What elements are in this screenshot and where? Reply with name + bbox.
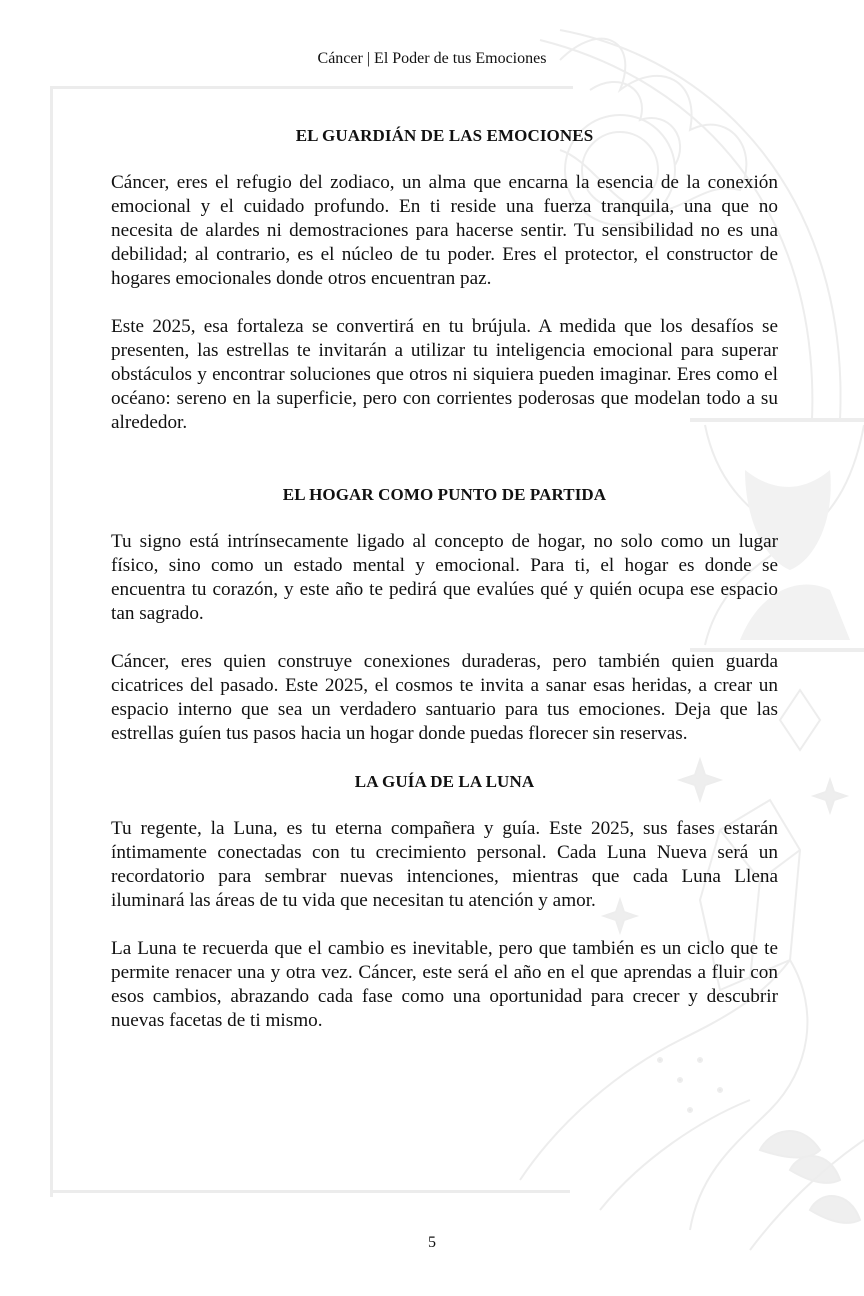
paragraph-hogar-1: Tu signo está intrínsecamente ligado al concepto de hogar, no solo como un lugar físico, sino como un estado mental y emocional. Para ti, el hogar es donde se encuentra tu corazón, y este año te pedirá que evalúes qué y quién ocupa ese espacio tan sagrado. (111, 531, 778, 624)
section-heading-luna: LA GUÍA DE LA LUNA (354, 772, 535, 791)
paragraph-luna-1: Tu regente, la Luna, es tu eterna compañera y guía. Este 2025, sus fases estarán íntimamente conectadas con tu crecimiento personal. Cada Luna Nueva será un recordatorio para sembrar nuevas intenciones, mientras que cada Luna Llena iluminará las áreas de tu vida que necesitan tu atención y amor. (111, 818, 778, 911)
paragraph-luna-2: La Luna te recuerda que el cambio es inevitable, pero que también es un ciclo que te permite renacer una y otra vez. Cáncer, este será el año en el que aprendas a fluir con esos cambios, abrazando cada fase como una oportunidad para crecer y descubrir nuevas facetas de ti mismo. (111, 938, 778, 1031)
page-body (111, 126, 778, 1033)
paragraph-guardian-2: Este 2025, esa fortaleza se convertirá en tu brújula. A medida que los desafíos se presenten, las estrellas te invitarán a utilizar tu inteligencia emocional para superar obstáculos y encontrar soluciones que otros ni siquiera pueden imaginar. Eres como el océano: sereno en la superficie, pero con corrientes poderosas que modelan todo a su alrededor. (111, 316, 778, 433)
page-border-bottom (50, 1190, 570, 1193)
running-header: Cáncer | El Poder de tus Emociones (317, 50, 547, 67)
leaf-motif (760, 1131, 820, 1157)
section-heading-hogar: EL HOGAR COMO PUNTO DE PARTIDA (282, 485, 607, 504)
paragraph-guardian-1: Cáncer, eres el refugio del zodiaco, un alma que encarna la esencia de la conexión emocional y el cuidado profundo. En ti reside una fuerza tranquila, una que no necesita de alardes ni demostraciones para hacerse sentir. Tu sensibilidad no es una debilidad; al contrario, es el núcleo de tu poder. Eres el protector, el constructor de hogares emocionales donde otros encuentran paz. (111, 172, 778, 289)
paragraph-hogar-2: Cáncer, eres quien construye conexiones duraderas, pero también quien guarda cicatrices del pasado. Este 2025, el cosmos te invita a sanar esas heridas, a crear un espacio interno que sea un verdadero santuario para tus emociones. Deja que las estrellas guíen tus pasos hacia un hogar donde puedas florecer sin reservas. (111, 651, 778, 744)
section-heading-guardian: EL GUARDIÁN DE LAS EMOCIONES (295, 126, 594, 145)
page-number: 5 (428, 1234, 436, 1251)
